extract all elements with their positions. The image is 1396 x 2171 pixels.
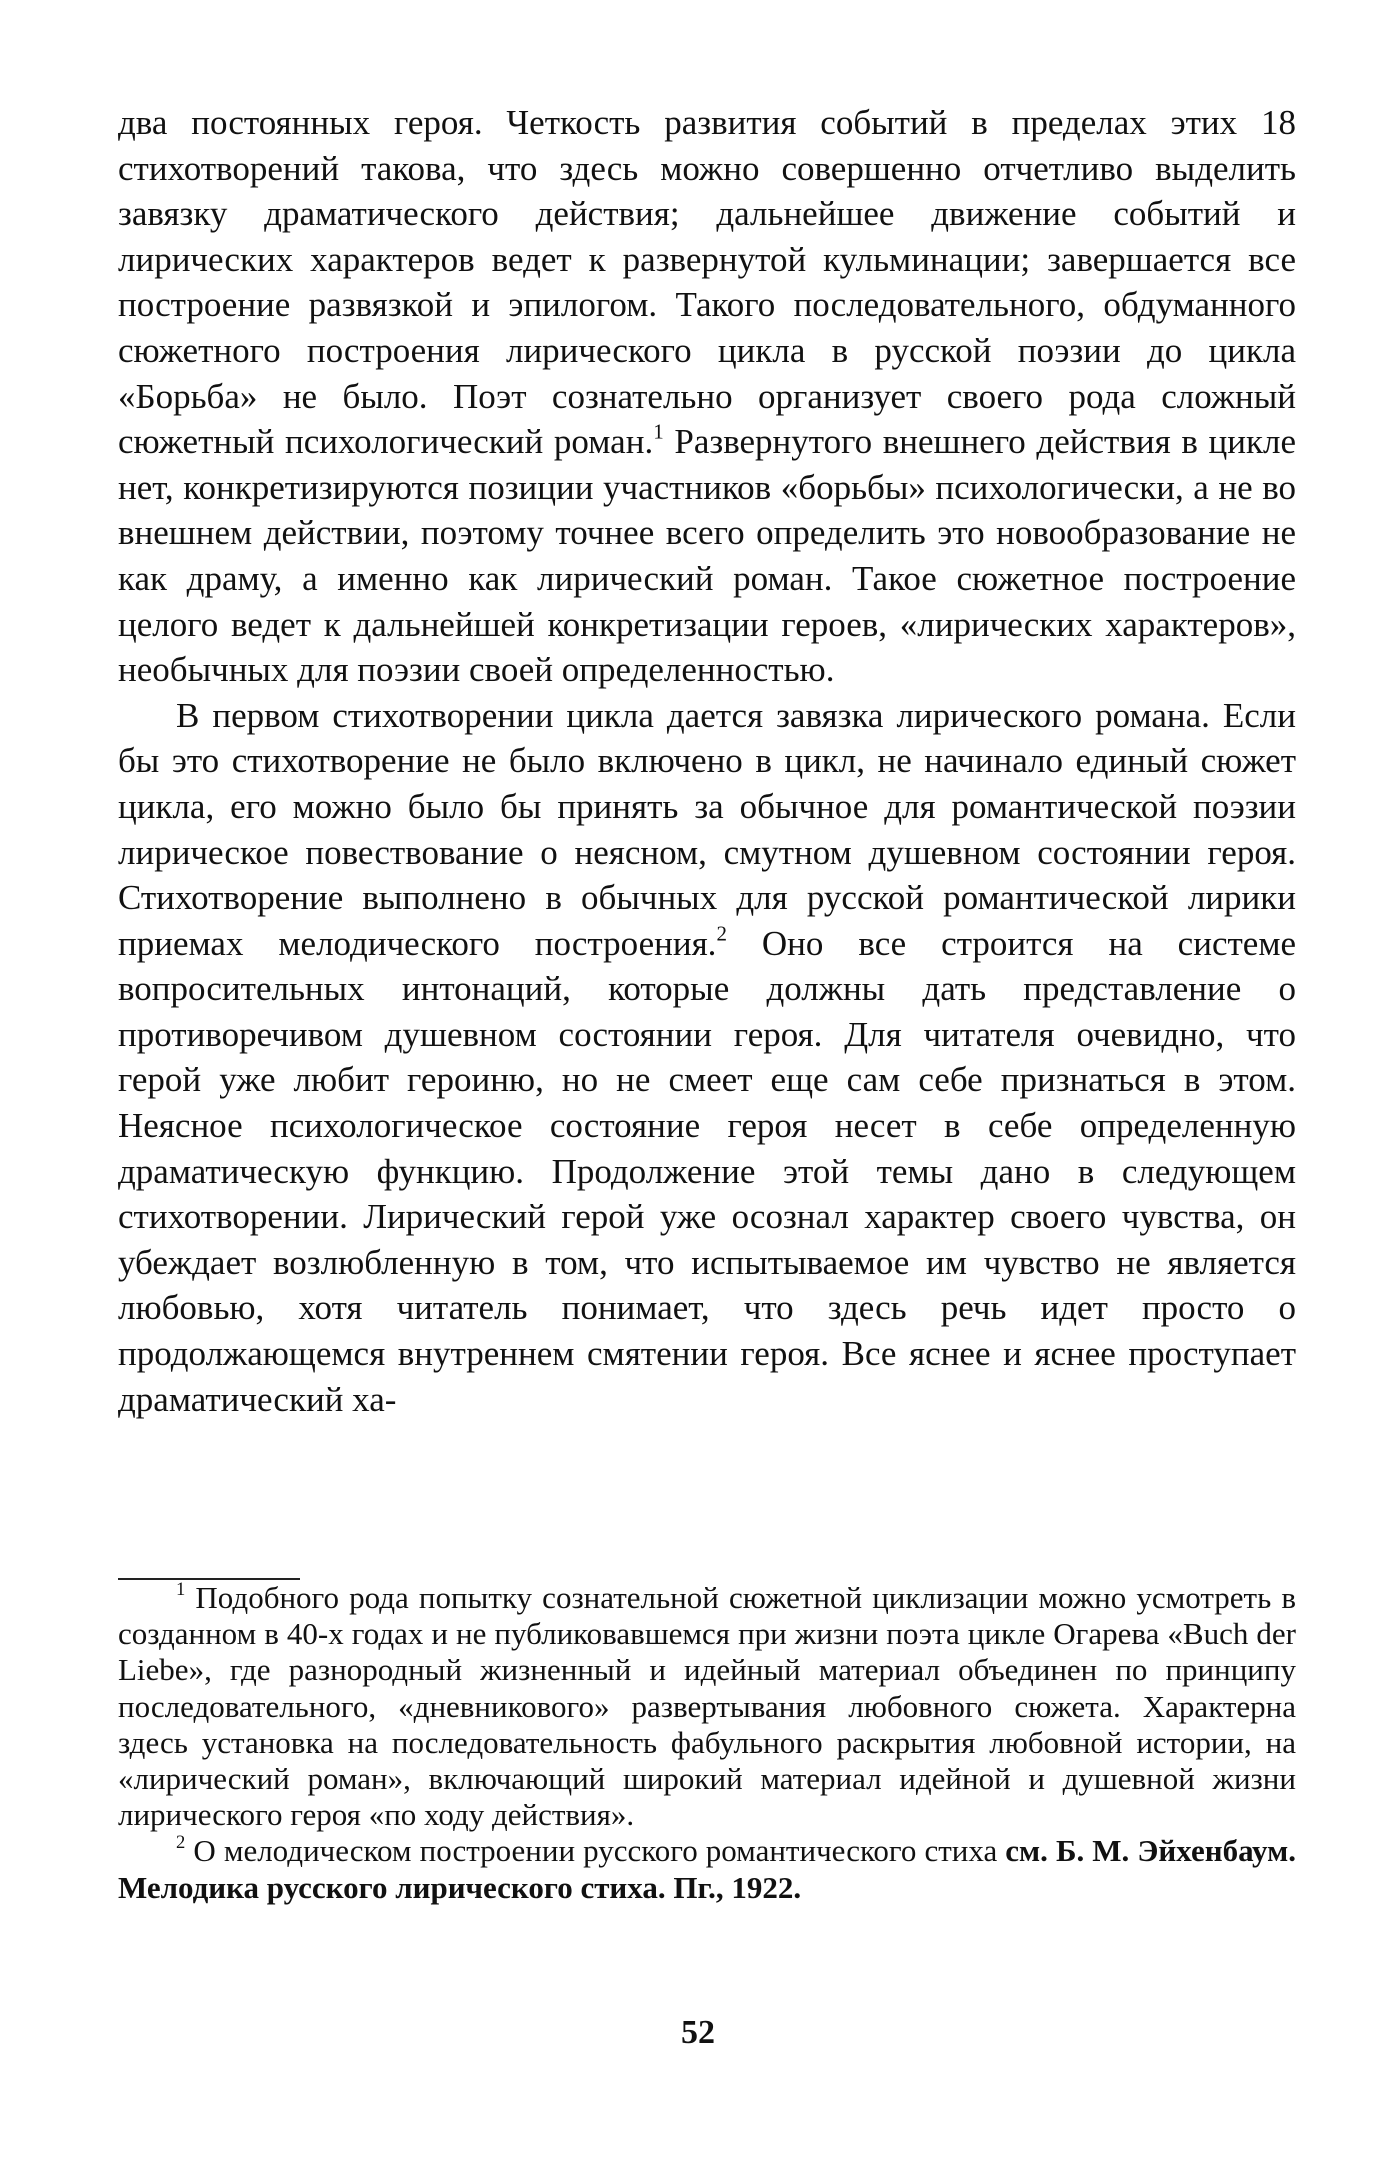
footnote-mark-1: 1 xyxy=(653,419,664,444)
paragraph-2-text: В первом стихотворении цикла дается завязка лирического романа. Если бы это стихотворение не было включено в цикл, не начинало единый сюжет цикла, его можно было бы принять за обычное для романтической поэзии лирическое повествование о неясном, смутном душевном состоянии героя. Стихотворение выполнено в обычных для русской романтической лирики приемах мелодического построения. xyxy=(118,695,1296,963)
paragraph-2 xyxy=(118,693,1296,1423)
footnote-2 xyxy=(118,1833,1296,1905)
footnote-1-mark: 1 xyxy=(176,1578,186,1600)
paragraph-2-continuation: Оно все строится на системе вопросительных интонаций, которые должны дать представление о противоречивом душевном состоянии героя. Для читателя очевидно, что герой уже любит героиню, но не смеет еще сам себе признаться в этом. Неясное психологическое состояние героя несет в себе определенную драматическую функцию. Продолжение этой темы дано в следующем стихотворении. Лирический герой уже осознал характер своего чувства, он убеждает возлюбленную в том, что испытываемое им чувство не является любовью, хотя читатель понимает, что здесь речь идет просто о продолжающемся внутреннем смятении героя. Все яснее и яснее проступает драматический ха- xyxy=(118,923,1297,1419)
footnote-2-reference: см. Б. М. Эйхенбаум. Мелодика русского лирического стиха. Пг., 1922. xyxy=(118,1833,1297,1905)
paragraph-1-text: два постоянных героя. Четкость развития событий в пределах этих 18 стихотворений такова, что здесь можно совершенно отчетливо выделить завязку драматического действия; дальнейшее движение событий и лирических характеров ведет к развернутой кульминации; завершается все построение развязкой и эпилогом. Такого последовательного, обдуманного сюжетного построения лирического цикла в русской поэзии до цикла «Борьба» не было. Поэт сознательно организует своего рода сложный сюжетный психологический роман. xyxy=(118,103,1296,462)
paragraph-1 xyxy=(118,100,1296,693)
footnote-1-text: Подобного рода попытку сознательной сюжетной циклизации можно усмотреть в созданном в 40-х годах и не публиковавшемся при жизни поэта цикле Огарева «Buch der Liebe», где разнородный жизненный и идейный материал объединен по принципу последовательного, «дневникового» развертывания любовного сюжета. Характерна здесь установка на последовательность фабульного раскрытия любовной истории, на «лирический роман», включающий широкий материал идейной и душевной жизни лирического героя «по ходу действия». xyxy=(118,1580,1296,1833)
footnote-mark-2: 2 xyxy=(716,921,727,945)
footnote-2-text: О мелодическом построении русского романтического стиха xyxy=(193,1833,998,1869)
main-text xyxy=(118,100,1296,1422)
footnote-1 xyxy=(118,1580,1296,1833)
footnote-2-mark: 2 xyxy=(176,1832,186,1854)
page-number: 52 xyxy=(681,2014,715,2051)
footnotes xyxy=(118,1580,1296,1906)
paragraph-1-continuation: Развернутого внешнего действия в цикле нет, конкретизируются позиции участников «борьбы» психологически, а не во внешнем действии, поэтому точнее всего определить это новообразование не как драму, а именно как лирический роман. Такое сюжетное построение целого ведет к дальнейшей конкретизации героев, «лирических характеров», необычных для поэзии своей определенностью. xyxy=(118,422,1297,690)
